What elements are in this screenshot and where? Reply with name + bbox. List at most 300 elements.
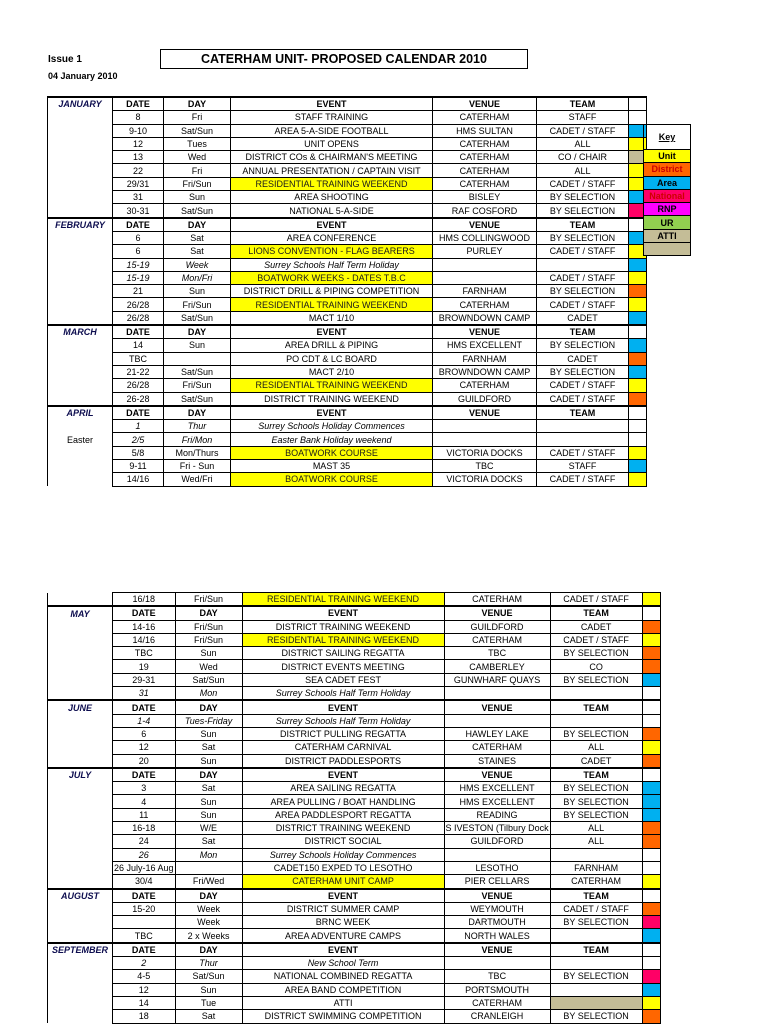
col-header-venue: VENUE [444, 768, 550, 782]
category-swatch [629, 365, 647, 378]
category-swatch [642, 970, 660, 983]
col-header-date: DATE [113, 406, 164, 420]
col-header-team: TEAM [550, 889, 642, 903]
event-cell: SEA CADET FEST [242, 673, 444, 686]
date-cell: 30/4 [113, 875, 176, 889]
day-cell: Mon/Fri [164, 271, 231, 284]
team-cell: BY SELECTION [550, 808, 642, 821]
col-header-event: EVENT [231, 218, 433, 232]
event-cell: ATTI [242, 996, 444, 1009]
col-header-key [642, 889, 660, 903]
day-cell: Sat [175, 835, 242, 848]
date-cell: 1-4 [113, 714, 176, 727]
team-cell [537, 258, 629, 271]
day-cell: Thur [175, 957, 242, 970]
date-cell: 24 [113, 835, 176, 848]
venue-cell: HAWLEY LAKE [444, 727, 550, 740]
date-cell: 15-20 [113, 902, 176, 915]
month-label: JANUARY [48, 97, 113, 111]
col-header-day: DAY [175, 889, 242, 903]
table-row [48, 339, 647, 352]
month-cell [48, 633, 113, 646]
venue-cell: PORTSMOUTH [444, 983, 550, 996]
day-cell: Sat [175, 782, 242, 795]
day-cell: Fri [164, 164, 231, 177]
date-cell: 2 [113, 957, 176, 970]
key-item: National [644, 189, 691, 202]
month-cell [48, 673, 113, 686]
event-cell: DISTRICT SAILING REGATTA [242, 647, 444, 660]
date-cell: 26/28 [113, 311, 164, 325]
col-header-day: DAY [175, 768, 242, 782]
key-item: Area [644, 176, 691, 189]
event-cell: AREA PADDLESPORT REGATTA [242, 808, 444, 821]
table-row [48, 446, 647, 459]
date-cell: 15-19 [113, 258, 164, 271]
venue-cell: S IVESTON (Tilbury Dock [445, 823, 549, 834]
col-header-venue: VENUE [444, 606, 550, 620]
month-cell [48, 996, 113, 1009]
col-header-team: TEAM [537, 97, 629, 111]
category-swatch [629, 392, 647, 406]
venue-cell [433, 271, 537, 284]
team-cell [550, 714, 642, 727]
venue-cell: NORTH WALES [444, 929, 550, 943]
date-cell: 20 [113, 754, 176, 768]
month-cell [48, 902, 113, 915]
date-cell: 12 [113, 983, 176, 996]
key-item: UR [644, 216, 691, 229]
category-swatch [642, 714, 660, 727]
date-cell: 9-11 [113, 460, 164, 473]
venue-cell: GUNWHARF QUAYS [444, 673, 550, 686]
venue-cell: GUILDFORD [433, 392, 537, 406]
team-cell: BY SELECTION [537, 285, 629, 298]
col-header-day: DAY [164, 325, 231, 339]
team-cell: CATERHAM [550, 875, 642, 889]
col-header-day: DAY [175, 606, 242, 620]
day-cell: Sun [175, 983, 242, 996]
venue-cell: WEYMOUTH [444, 902, 550, 915]
category-swatch [629, 352, 647, 365]
category-swatch [642, 687, 660, 701]
month-cell [48, 808, 113, 821]
day-cell: Sun [164, 339, 231, 352]
category-swatch [629, 473, 647, 486]
category-swatch [642, 875, 660, 889]
venue-cell: PIER CELLARS [444, 875, 550, 889]
month-cell [48, 1010, 113, 1023]
page-title: CATERHAM UNIT- PROPOSED CALENDAR 2010 [160, 49, 528, 69]
event-cell: ANNUAL PRESENTATION / CAPTAIN VISIT [231, 164, 433, 177]
venue-cell [444, 687, 550, 701]
category-swatch [642, 848, 660, 861]
table-row [48, 231, 647, 244]
venue-cell: HMS EXCELLENT [444, 782, 550, 795]
month-cell [48, 339, 113, 352]
event-cell: LIONS CONVENTION - FLAG BEARERS [231, 245, 433, 258]
month-cell [48, 271, 113, 284]
date-cell: TBC [113, 647, 176, 660]
venue-cell: CRANLEIGH [444, 1010, 550, 1023]
category-swatch [629, 433, 647, 446]
day-cell: Fri/Sun [164, 379, 231, 392]
event-cell: MACT 2/10 [231, 365, 433, 378]
event-cell: Surrey Schools Half Term Holiday [231, 258, 433, 271]
category-swatch [642, 727, 660, 740]
venue-cell: CATERHAM [433, 137, 537, 150]
table-row [48, 916, 661, 929]
event-cell: Surrey Schools Holiday Commences [231, 420, 433, 433]
date-cell: 26/28 [113, 298, 164, 311]
table-row [48, 660, 661, 673]
venue-cell: GUILDFORD [444, 620, 550, 633]
table-row [48, 822, 661, 835]
day-cell: Sun [164, 285, 231, 298]
table-row [48, 593, 661, 607]
table-row [48, 204, 647, 218]
team-cell: CADET / STAFF [537, 271, 629, 284]
col-header-venue: VENUE [444, 943, 550, 957]
table-row [48, 258, 647, 271]
team-cell: CADET / STAFF [537, 473, 629, 486]
month-header-row [48, 97, 647, 111]
category-swatch [629, 420, 647, 433]
month-cell [48, 204, 113, 218]
date-cell: 29/31 [113, 177, 164, 190]
venue-cell: FARNHAM [433, 285, 537, 298]
event-cell: Surrey Schools Half Term Holiday [242, 687, 444, 701]
team-cell [537, 433, 629, 446]
issue-number: Issue 1 [48, 54, 82, 65]
table-row [48, 647, 661, 660]
day-cell: Sat/Sun [164, 365, 231, 378]
category-swatch [642, 620, 660, 633]
category-swatch [629, 460, 647, 473]
month-cell [48, 970, 113, 983]
category-swatch [642, 822, 660, 835]
table-row [48, 151, 647, 164]
table-row [48, 285, 647, 298]
col-header-event: EVENT [231, 406, 433, 420]
month-cell [48, 285, 113, 298]
table-row [48, 983, 661, 996]
month-cell [48, 191, 113, 204]
team-cell: CADET [550, 620, 642, 633]
team-cell: BY SELECTION [550, 795, 642, 808]
venue-cell [433, 433, 537, 446]
event-cell: BOATWORK COURSE [231, 473, 433, 486]
category-swatch [642, 741, 660, 754]
event-cell: AREA 5-A-SIDE FOOTBALL [231, 124, 433, 137]
category-swatch [642, 861, 660, 874]
date-cell: 11 [113, 808, 176, 821]
table-row [48, 124, 647, 137]
day-cell [164, 352, 231, 365]
table-row [48, 379, 647, 392]
month-header-row [48, 943, 661, 957]
event-cell: AREA ADVENTURE CAMPS [242, 929, 444, 943]
event-cell: Surrey Schools Holiday Commences [242, 848, 444, 861]
month-cell [48, 916, 113, 929]
event-cell: BOATWORK WEEKS - DATES T.B.C [231, 271, 433, 284]
date-cell: 16/18 [113, 593, 176, 607]
team-cell: CADET / STAFF [537, 446, 629, 459]
day-cell: Week [164, 258, 231, 271]
table-row [48, 111, 647, 124]
col-header-date: DATE [113, 97, 164, 111]
event-cell: CATERHAM UNIT CAMP [242, 875, 444, 889]
table-row [48, 782, 661, 795]
date-cell: 8 [113, 111, 164, 124]
col-header-key [629, 406, 647, 420]
day-cell: Sat [164, 245, 231, 258]
event-cell: RESIDENTIAL TRAINING WEEKEND [231, 379, 433, 392]
month-cell [48, 352, 113, 365]
col-header-team: TEAM [537, 218, 629, 232]
venue-cell: TBC [444, 647, 550, 660]
date-cell: 16-18 [113, 822, 176, 835]
event-cell: DISTRICT TRAINING WEEKEND [242, 822, 444, 835]
month-cell [48, 420, 113, 433]
venue-cell: CATERHAM [433, 177, 537, 190]
venue-cell: GUILDFORD [444, 835, 550, 848]
table-row [48, 392, 647, 406]
key-item: District [644, 163, 691, 176]
category-swatch [629, 446, 647, 459]
day-cell: Mon [175, 687, 242, 701]
table-row [48, 365, 647, 378]
category-swatch [642, 795, 660, 808]
date-cell: 1 [113, 420, 164, 433]
month-cell [48, 875, 113, 889]
date-cell: 21 [113, 285, 164, 298]
team-cell: CADET [537, 311, 629, 325]
team-cell: CADET / STAFF [537, 392, 629, 406]
day-cell: Wed/Fri [164, 473, 231, 486]
date-cell: 14-16 [113, 620, 176, 633]
col-header-venue: VENUE [433, 97, 537, 111]
venue-cell: HMS SULTAN [433, 124, 537, 137]
event-cell: DISTRICT SWIMMING COMPETITION [242, 1010, 444, 1023]
event-cell: Surrey Schools Half Term Holiday [242, 714, 444, 727]
team-cell [550, 929, 642, 943]
col-header-day: DAY [164, 97, 231, 111]
table-row [48, 875, 661, 889]
month-cell [48, 392, 113, 406]
event-cell: UNIT OPENS [231, 137, 433, 150]
day-cell: Mon [175, 848, 242, 861]
month-cell [48, 929, 113, 943]
category-swatch [642, 929, 660, 943]
col-header-event: EVENT [242, 700, 444, 714]
category-swatch [642, 996, 660, 1009]
date-cell: 6 [113, 245, 164, 258]
team-cell: CADET / STAFF [537, 298, 629, 311]
table-row [48, 795, 661, 808]
team-cell [550, 996, 642, 1009]
venue-cell: CATERHAM [444, 996, 550, 1009]
month-cell [48, 848, 113, 861]
event-cell: BOATWORK COURSE [231, 446, 433, 459]
date-cell: 3 [113, 782, 176, 795]
month-cell [48, 258, 113, 271]
table-row [48, 633, 661, 646]
date-cell: 4-5 [113, 970, 176, 983]
venue-cell: RAF COSFORD [433, 204, 537, 218]
col-header-day: DAY [164, 406, 231, 420]
date-cell: 5/8 [113, 446, 164, 459]
col-header-key [629, 97, 647, 111]
venue-cell: VICTORIA DOCKS [433, 473, 537, 486]
month-cell [48, 714, 113, 727]
event-cell: AREA SHOOTING [231, 191, 433, 204]
date-cell: 26-28 [113, 392, 164, 406]
month-cell [48, 164, 113, 177]
event-cell: DISTRICT SUMMER CAMP [242, 902, 444, 915]
team-cell: CADET [537, 352, 629, 365]
team-cell: ALL [550, 822, 642, 835]
event-cell: AREA PULLING / BOAT HANDLING [242, 795, 444, 808]
event-cell: RESIDENTIAL TRAINING WEEKEND [231, 177, 433, 190]
date-cell: 31 [113, 191, 164, 204]
col-header-event: EVENT [242, 943, 444, 957]
event-cell: DISTRICT EVENTS MEETING [242, 660, 444, 673]
category-swatch [642, 1010, 660, 1023]
date-cell: 14/16 [113, 473, 164, 486]
col-header-team: TEAM [550, 768, 642, 782]
month-cell [48, 983, 113, 996]
day-cell: W/E [175, 822, 242, 835]
col-header-date: DATE [113, 889, 176, 903]
venue-cell: FARNHAM [433, 352, 537, 365]
venue-cell: CATERHAM [444, 593, 550, 607]
date-cell: 22 [113, 164, 164, 177]
event-cell: AREA BAND COMPETITION [242, 983, 444, 996]
col-header-event: EVENT [231, 325, 433, 339]
date-cell: 13 [113, 151, 164, 164]
table-row [48, 714, 661, 727]
date-cell: 19 [113, 660, 176, 673]
table-row [48, 271, 647, 284]
table-row [48, 177, 647, 190]
day-cell: Tues-Friday [175, 714, 242, 727]
category-swatch [629, 271, 647, 284]
team-cell: FARNHAM [550, 861, 642, 874]
day-cell: Sat/Sun [164, 311, 231, 325]
table-row [48, 957, 661, 970]
date-cell: 14/16 [113, 633, 176, 646]
table-row [48, 687, 661, 701]
team-cell: ALL [550, 835, 642, 848]
venue-cell: STAINES [444, 754, 550, 768]
month-cell [48, 593, 113, 607]
table-row [48, 848, 661, 861]
col-header-date: DATE [113, 606, 176, 620]
team-cell: BY SELECTION [550, 727, 642, 740]
event-cell: DISTRICT SOCIAL [242, 835, 444, 848]
table-row [48, 835, 661, 848]
venue-cell: CATERHAM [433, 111, 537, 124]
date-cell: 6 [113, 727, 176, 740]
key-item: ATTI [644, 229, 691, 242]
category-swatch [642, 835, 660, 848]
venue-cell: CATERHAM [433, 164, 537, 177]
table-row [48, 1010, 661, 1023]
day-cell: Fri/Sun [175, 633, 242, 646]
table-row [48, 861, 661, 874]
team-cell [550, 957, 642, 970]
category-swatch [642, 673, 660, 686]
col-header-key [642, 943, 660, 957]
month-header-row [48, 406, 647, 420]
venue-cell: DARTMOUTH [444, 916, 550, 929]
date-cell: 12 [113, 741, 176, 754]
date-cell: 14 [113, 996, 176, 1009]
col-header-day: DAY [164, 218, 231, 232]
team-cell: BY SELECTION [550, 647, 642, 660]
day-cell: Wed [164, 151, 231, 164]
table-row [48, 902, 661, 915]
event-cell: BRNC WEEK [242, 916, 444, 929]
col-header-event: EVENT [242, 889, 444, 903]
col-header-venue: VENUE [433, 406, 537, 420]
venue-cell: HMS EXCELLENT [433, 339, 537, 352]
month-label: FEBRUARY [48, 218, 113, 232]
day-cell: Sun [164, 191, 231, 204]
event-cell: AREA SAILING REGATTA [242, 782, 444, 795]
category-swatch [642, 660, 660, 673]
table-row [48, 929, 661, 943]
category-swatch [642, 633, 660, 646]
category-swatch [642, 983, 660, 996]
month-header-row [48, 889, 661, 903]
team-cell: STAFF [537, 111, 629, 124]
month-header-row [48, 218, 647, 232]
month-cell: Easter [48, 433, 113, 446]
day-cell: Fri/Wed [175, 875, 242, 889]
day-cell: Wed [175, 660, 242, 673]
team-cell: CADET / STAFF [550, 902, 642, 915]
month-header-row [48, 768, 661, 782]
category-swatch [642, 782, 660, 795]
col-header-team: TEAM [537, 406, 629, 420]
month-cell [48, 957, 113, 970]
date-cell: 29-31 [113, 673, 176, 686]
table-row [48, 473, 647, 486]
month-cell [48, 727, 113, 740]
col-header-date: DATE [113, 768, 176, 782]
date-cell: 9-10 [113, 124, 164, 137]
table-row [48, 298, 647, 311]
date-cell: 2/5 [113, 433, 164, 446]
date-cell: 15-19 [113, 271, 164, 284]
col-header-day: DAY [175, 700, 242, 714]
table-row [48, 191, 647, 204]
month-cell [48, 311, 113, 325]
venue-cell: CATERHAM [433, 151, 537, 164]
table-row [48, 311, 647, 325]
day-cell: Sat [175, 1010, 242, 1023]
date-cell: 18 [113, 1010, 176, 1023]
key-item: Unit [644, 150, 691, 163]
date-cell: 12 [113, 137, 164, 150]
col-header-team: TEAM [550, 606, 642, 620]
month-cell [48, 137, 113, 150]
key-item: RNP [644, 203, 691, 216]
category-swatch [629, 111, 647, 124]
col-header-event: EVENT [242, 606, 444, 620]
